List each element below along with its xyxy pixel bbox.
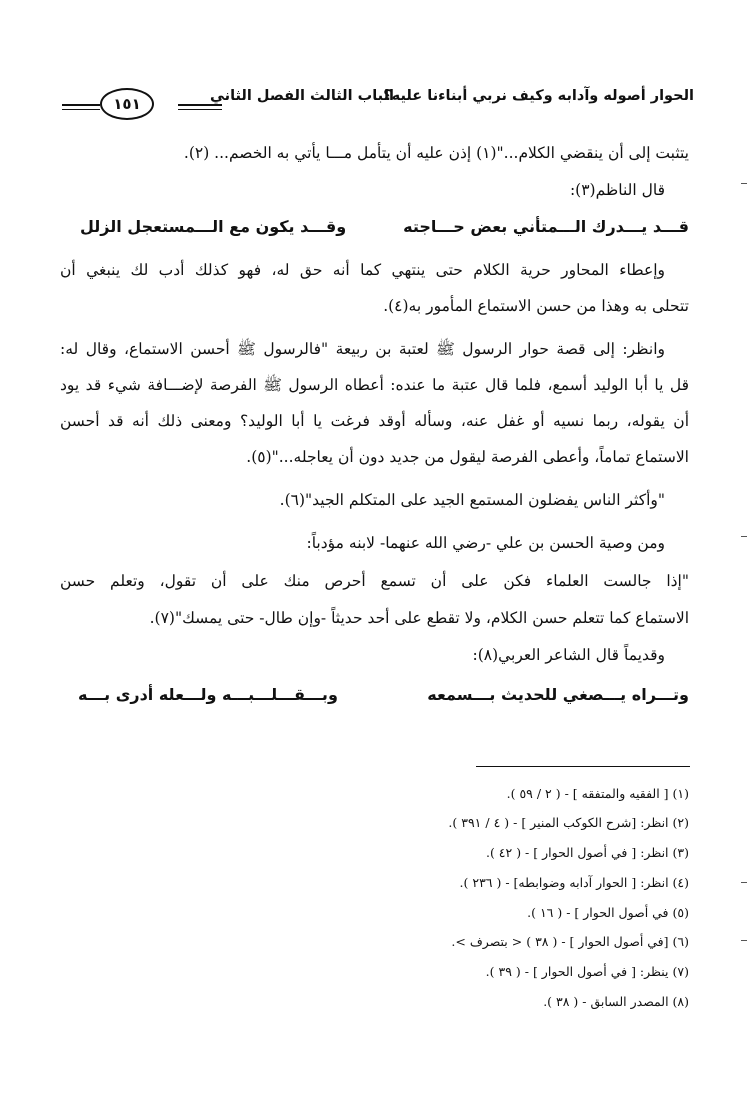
footnote: (٣) انظر: [ في أصول الحوار ] - ( ٤٢ ). bbox=[485, 845, 689, 860]
body-line: وانظر: إلى قصة حوار الرسول ﷺ لعتبة بن ربيعة "فالرسول ﷺ أحسن الاستماع، وقال له: bbox=[60, 340, 665, 358]
body-line: قال الناظم(٣): bbox=[569, 181, 665, 199]
book-title: الحوار أصوله وآدابه وكيف نربي أبناءنا عليه؟ bbox=[383, 88, 694, 104]
footnote: (٢) انظر: [شرح الكوكب المنير ] - ( ٤ / ٣٩١ ). bbox=[448, 815, 689, 830]
quote-line: الاستماع كما تتعلم حسن الكلام، ولا تقطع على أحد حديثاً -وإن طال- حتى يمسك"(٧). bbox=[149, 609, 689, 627]
verse-second-half: وبـــقـــلـــبـــه ولـــعله أدرى بـــه bbox=[78, 685, 338, 704]
scan-mark bbox=[741, 882, 747, 883]
header-rule bbox=[178, 109, 222, 110]
body-line: قل يا أبا الوليد أسمع، فلما قال عتبة ما عنده: أعطاه الرسول ﷺ الفرصة لإضـــافة شيء قد يود bbox=[60, 376, 689, 394]
footnote: (٧) ينظر: [ في أصول الحوار ] - ( ٣٩ ). bbox=[485, 964, 689, 979]
body-line: الاستماع تماماً، وأعطى الفرصة ليقول من جديد دون أن يعاجله..."(٥). bbox=[246, 448, 689, 466]
scan-mark bbox=[741, 536, 747, 537]
page-number: ١٥١ bbox=[100, 88, 154, 120]
running-header bbox=[62, 84, 694, 124]
verse-first-half: وتـــراه يـــصغي للحديث بـــسمعه bbox=[427, 685, 689, 704]
header-rule bbox=[178, 104, 222, 106]
body-line: وقديماً قال الشاعر العربي(٨): bbox=[472, 646, 665, 664]
verse-first-half: قـــد يـــدرك الـــمتأني بعض حـــاجته bbox=[403, 217, 689, 236]
footnote-separator bbox=[476, 766, 690, 767]
body-line: أن يقوله، ربما نسيه أو غفل عنه، وسأله أوقد فرغت يا أبا الوليد؟ ومعنى ذلك أنه قد أحسن bbox=[60, 412, 689, 430]
footnote: (٥) في أصول الحوار ] - ( ١٦ ). bbox=[527, 905, 689, 920]
verse-second-half: وقـــد يكون مع الـــمستعجل الزلل bbox=[80, 217, 347, 236]
quote-line: "إذا جالست العلماء فكن على أن تسمع أحرص منك على أن تقول، وتعلم حسن bbox=[60, 572, 689, 590]
scan-mark bbox=[741, 940, 747, 941]
scan-mark bbox=[741, 183, 747, 184]
body-line: يتثبت إلى أن ينقضي الكلام..."(١) إذن عليه أن يتأمل مـــا يأتي به الخصم... (٢). bbox=[183, 144, 689, 162]
quote-line: "وأكثر الناس يفضلون المستمع الجيد على المتكلم الجيد"(٦). bbox=[279, 491, 665, 509]
chapter-title: الباب الثالث الفصل الثاني bbox=[209, 88, 394, 104]
footnote: (٦) [في أصول الحوار ] - ( ٣٨ ) < بتصرف >. bbox=[451, 934, 689, 949]
body-line: وإعطاء المحاور حرية الكلام حتى ينتهي كما أنه حق له، فهو كذلك أدب لك ينبغي أن bbox=[60, 261, 665, 279]
header-rule bbox=[62, 109, 100, 110]
body-line: ومن وصية الحسن بن علي -رضي الله عنهما- لابنه مؤدباً: bbox=[306, 534, 665, 552]
body-line: تتحلى به وهذا من حسن الاستماع المأمور به(٤). bbox=[383, 297, 689, 315]
footnote: (٨) المصدر السابق - ( ٣٨ ). bbox=[543, 994, 689, 1009]
header-rule bbox=[62, 104, 100, 106]
footnote: (١) [ الفقيه والمتفقه ] - ( ٢ / ٥٩ ). bbox=[506, 786, 689, 801]
footnote: (٤) انظر: [ الحوار آدابه وضوابطه] - ( ٢٣٦ ). bbox=[459, 875, 689, 890]
